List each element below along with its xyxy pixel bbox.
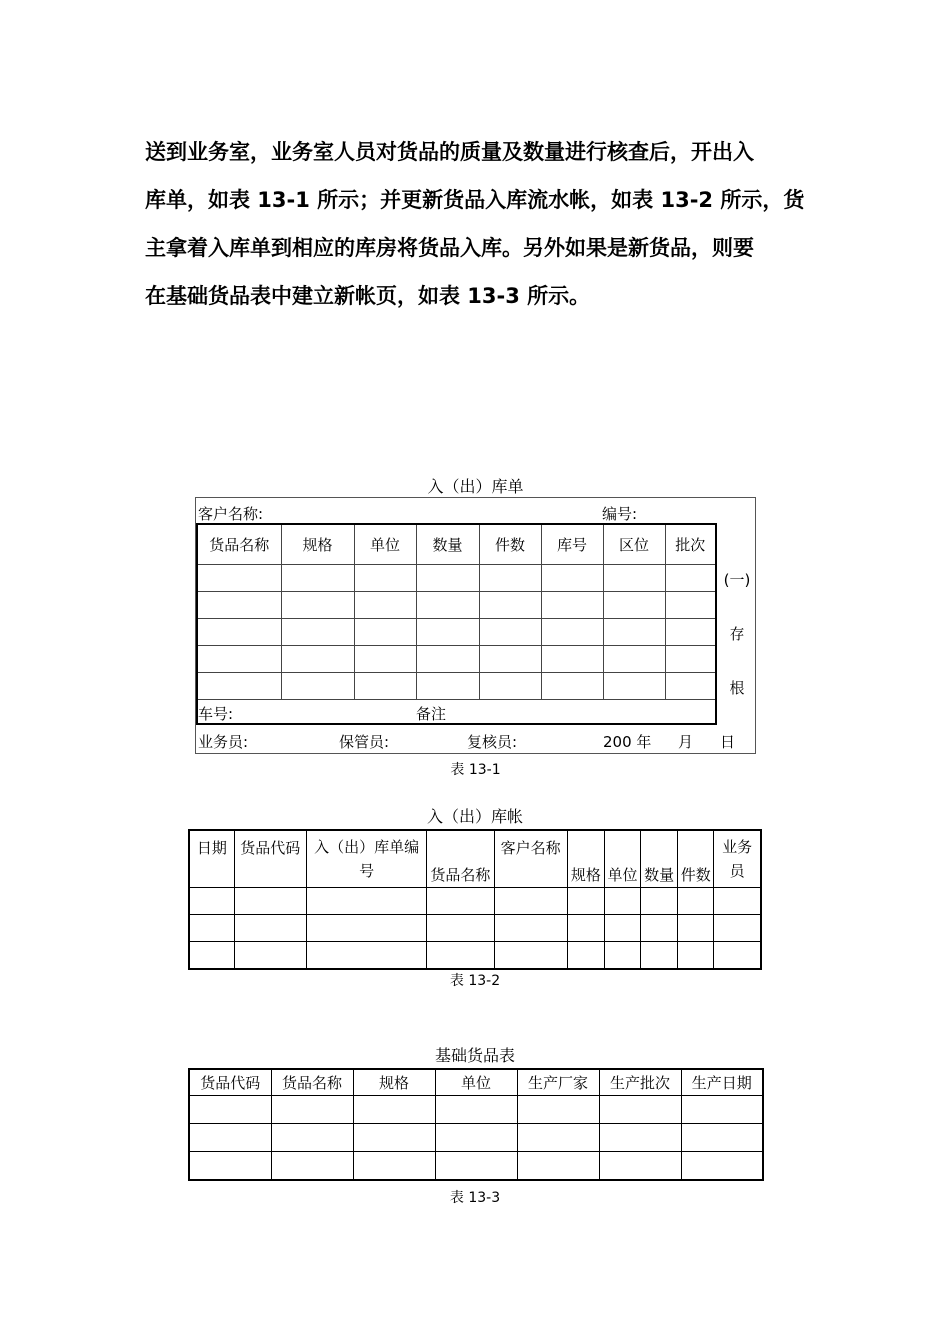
header-cell: 单位 — [435, 1069, 517, 1096]
paragraph-line: 库单，如表 13-1 所示；并更新货品入库流水帐，如表 13-2 所示，货 — [145, 188, 805, 212]
slip-item-grid — [198, 525, 715, 700]
slip-item-grid-frame — [196, 523, 717, 725]
header-cell: 批次 — [665, 525, 715, 565]
car-number-label: 车号: — [198, 705, 234, 723]
number-label: 编号: — [602, 505, 638, 523]
header-cell: 件数 — [678, 830, 714, 888]
header-cell: 货品名称 — [271, 1069, 353, 1096]
table-row — [189, 888, 761, 915]
table-row — [189, 1152, 763, 1181]
customer-name-label: 客户名称: — [198, 505, 264, 523]
body-paragraph — [145, 128, 810, 320]
header-cell: 库号 — [541, 525, 603, 565]
table-row — [189, 942, 761, 970]
table1-caption: 表 13-1 — [450, 762, 501, 778]
table3-caption: 表 13-3 — [449, 1190, 501, 1206]
header-cell: 数量 — [641, 830, 678, 888]
table-row — [198, 646, 715, 673]
warehouse-ledger-table — [188, 829, 762, 970]
date-year-label: 200 年 — [603, 733, 652, 751]
table2-title: 入（出）库帐 — [426, 807, 523, 826]
header-text: 员 — [729, 862, 745, 880]
header-cell: 单位 — [604, 830, 640, 888]
copy-label: 存 — [729, 625, 745, 643]
table-row — [189, 1096, 763, 1124]
date-day-label: 日 — [720, 733, 736, 751]
table-row — [189, 915, 761, 942]
header-cell: 货品代码 — [234, 830, 306, 888]
table-row — [198, 673, 715, 700]
paragraph-line: 主拿着入库单到相应的库房将货品入库。另外如果是新货品，则要 — [145, 236, 754, 260]
header-cell-doc-number — [306, 830, 426, 888]
header-cell: 生产日期 — [681, 1069, 763, 1096]
copy-label: 根 — [729, 679, 745, 697]
header-cell: 件数 — [479, 525, 541, 565]
basic-goods-table — [188, 1068, 764, 1181]
table1-title: 入（出）库单 — [427, 477, 524, 496]
table3-title: 基础货品表 — [434, 1046, 515, 1065]
header-cell: 货品名称 — [198, 525, 281, 565]
header-cell: 生产批次 — [599, 1069, 681, 1096]
paragraph-line: 在基础货品表中建立新帐页，如表 13-3 所示。 — [145, 284, 591, 308]
warehouse-slip-form — [195, 497, 756, 754]
table-row — [198, 592, 715, 619]
header-cell: 客户名称 — [494, 830, 567, 888]
table-row — [198, 565, 715, 592]
header-text: 号 — [359, 862, 375, 880]
remark-label: 备注 — [416, 705, 447, 723]
header-text: 入（出）库单编 — [314, 838, 420, 856]
header-cell-salesman — [714, 830, 761, 888]
ledger-header-row — [189, 830, 761, 888]
header-cell: 数量 — [416, 525, 479, 565]
date-month-label: 月 — [678, 733, 694, 751]
goods-header-row — [189, 1069, 763, 1096]
table2-caption: 表 13-2 — [449, 973, 501, 989]
paragraph-line: 送到业务室，业务室人员对货品的质量及数量进行核查后，开出入 — [145, 140, 754, 164]
header-cell: 单位 — [354, 525, 416, 565]
header-cell: 日期 — [189, 830, 234, 888]
header-cell: 生产厂家 — [517, 1069, 599, 1096]
header-cell: 货品代码 — [189, 1069, 271, 1096]
copy-label: (一) — [723, 571, 751, 589]
header-cell: 货品名称 — [427, 830, 494, 888]
header-cell: 规格 — [567, 830, 604, 888]
header-text: 业务 — [722, 838, 753, 856]
table-row — [198, 619, 715, 646]
header-cell: 规格 — [353, 1069, 435, 1096]
checker-label: 复核员: — [467, 733, 518, 751]
keeper-label: 保管员: — [339, 733, 390, 751]
table-row — [189, 1124, 763, 1152]
header-cell: 规格 — [281, 525, 354, 565]
slip-header-row — [198, 525, 715, 565]
salesman-label: 业务员: — [198, 733, 249, 751]
header-cell: 区位 — [603, 525, 665, 565]
